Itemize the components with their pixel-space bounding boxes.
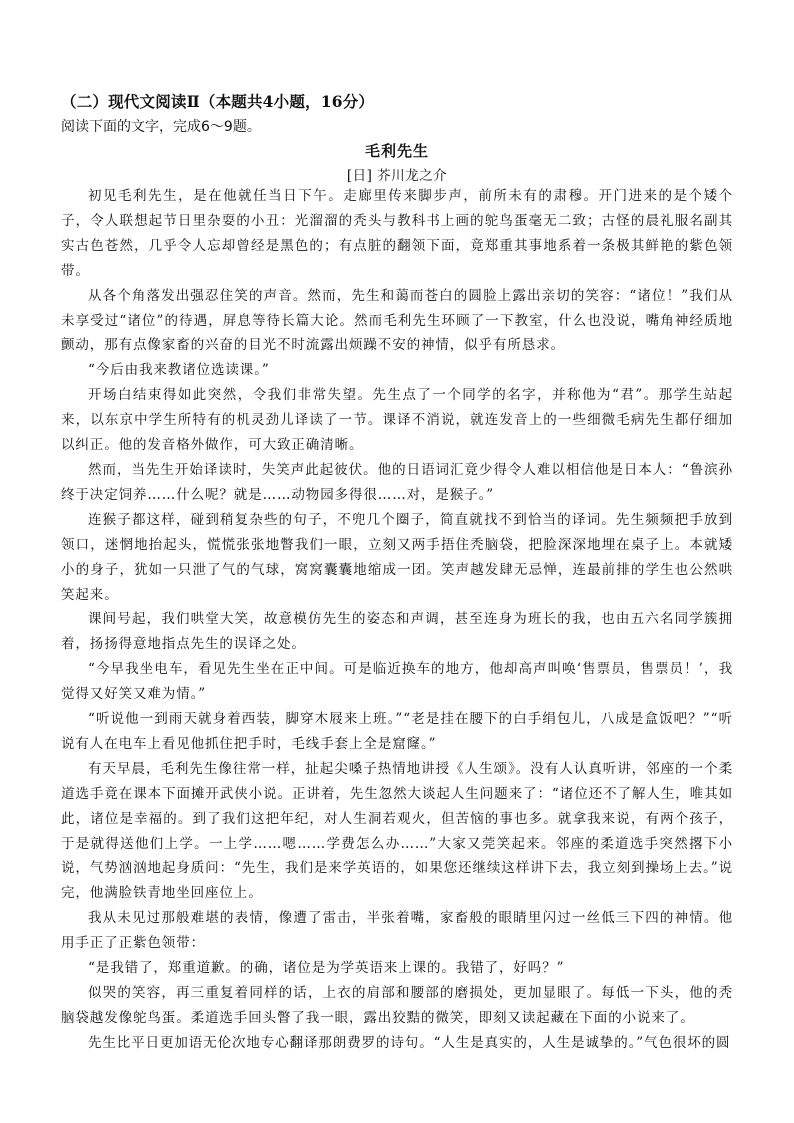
paragraph: “是我错了，郑重道歉。的确，诸位是为学英语来上课的。我错了，好吗？” — [88, 960, 565, 977]
paragraph: 我从未见过那般难堪的表情，像遭了雷击，半张着嘴，家畜般的眼睛里闪过一丝低三下四的神情。他用手正了正紫色领带： — [61, 910, 733, 952]
paragraph: 似哭的笑容，再三重复着同样的话，上衣的肩部和腰部的磨损处，更加显眼了。每低一下头，他的秃脑袋越发像鸵鸟蛋。柔道选手回头瞥了我一眼，露出狡黠的微笑，即刻又读起藏在下面的小说来了。 — [61, 985, 733, 1026]
article-author: [日] 芥川龙之介 — [346, 168, 448, 184]
paragraph: 有天早晨，毛利先生像往常一样，扯起尖嗓子热情地讲授《人生颂》。没有人认真听讲，邻座的一个柔道选手竟在课本下面摊开武侠小说。正讲着，先生忽然大谈起人生问题来了：“诸位还不了解人生，唯其如此，诸位是幸福的。到了我们这把年纪，对人生洞若观火，但苦恼的事也多。就拿我来说，有两个孩子，于是就得送他们上学。一上学……嗯……学费怎么办……”大家又莞笑起来。邻座的柔道选手突然撂下小说，气势汹汹地起身质问：“先生，我们是来学英语的，如果您还继续这样讲下去，我立刻到操场上去。”说完，他满脸铁青地坐回座位上。 — [61, 760, 733, 902]
paragraph: 先生比平日更加语无伦次地专心翻译那朗费罗的诗句。“人生是真实的，人生是诚挚的。”气色很坏的圆 — [88, 1034, 731, 1051]
paragraph: 从各个角落发出强忍住笑的声音。然而，先生和蔼而苍白的圆脸上露出亲切的笑容：“诸位！”我们从未享受过“诸位”的待遇，屏息等待长篇大论。然而毛利先生环顾了一下教室，什么也没说，嘴角神经质地颤动，那有点像家畜的兴奋的目光不时流露出烦躁不安的神情，似乎有所恳求。 — [61, 287, 733, 354]
paragraph: “听说他一到雨天就身着西装，脚穿木屐来上班。”“老是挂在腰下的白手绢包儿，八成是盒饭吧？”“听说有人在电车上看见他抓住把手时，毛线手套上全是窟窿。” — [61, 711, 733, 752]
reading-instruction: 阅读下面的文字，完成6～9题。 — [61, 119, 261, 135]
paragraph: 初见毛利先生，是在他就任当日下午。走廊里传来脚步声，前所未有的肃穆。开门进来的是个矮个子，令人联想起节日里杂耍的小丑：光溜溜的秃头与教科书上画的鸵鸟蛋毫无二致；古怪的晨礼服名副其实古色苍然，几乎令人忘却曾经是黑色的；有点脏的翻领下面，竟郑重其事地系着一条极其鲜艳的紫色领带。 — [61, 188, 733, 279]
section-heading: （二）现代文阅读Ⅱ（本题共4小题，16分） — [61, 92, 375, 111]
paragraph: 然而，当先生开始译读时，失笑声此起彼伏。他的日语词汇竟少得令人难以相信他是日本人：“鲁滨孙终于决定饲养……什么呢？就是……动物园多得很……对，是猴子。” — [61, 461, 733, 503]
paragraph: “今后由我来教诸位选读课。” — [88, 362, 270, 379]
paragraph: 开场白结束得如此突然，令我们非常失望。先生点了一个同学的名字，并称他为“君”。那学生站起来，以东京中学生所特有的机灵劲儿译读了一节。课译不消说，就连发音上的一些细微毛病先生都仔细加以纠正。他的发音格外做作，可大致正确清晰。 — [61, 387, 733, 454]
article-title: 毛利先生 — [364, 142, 429, 160]
paragraph: 连猴子都这样，碰到稍复杂些的句子，不兜几个圈子，简直就找不到恰当的译词。先生频频把手放到领口，迷惘地抬起头，慌慌张张地瞥我们一眼，立刻又两手捂住秃脑袋，把脸深深地埋在桌子上。本就矮小的身子，犹如一只泄了气的气球，窝窝囊囊地缩成一团。笑声越发肆无忌惮，连最前排的学生也公然哄笑起来。 — [61, 511, 733, 603]
paragraph: 课间号起，我们哄堂大笑，故意模仿先生的姿态和声调，甚至连身为班长的我，也由五六名同学簇拥着，扬扬得意地指点先生的误译之处。 — [61, 611, 733, 653]
paragraph: “今早我坐电车，看见先生坐在正中间。可是临近换车的地方，他却高声叫唤‘售票员，售票员！’，我觉得又好笑又难为情。” — [61, 661, 733, 703]
article-body — [61, 184, 733, 1056]
